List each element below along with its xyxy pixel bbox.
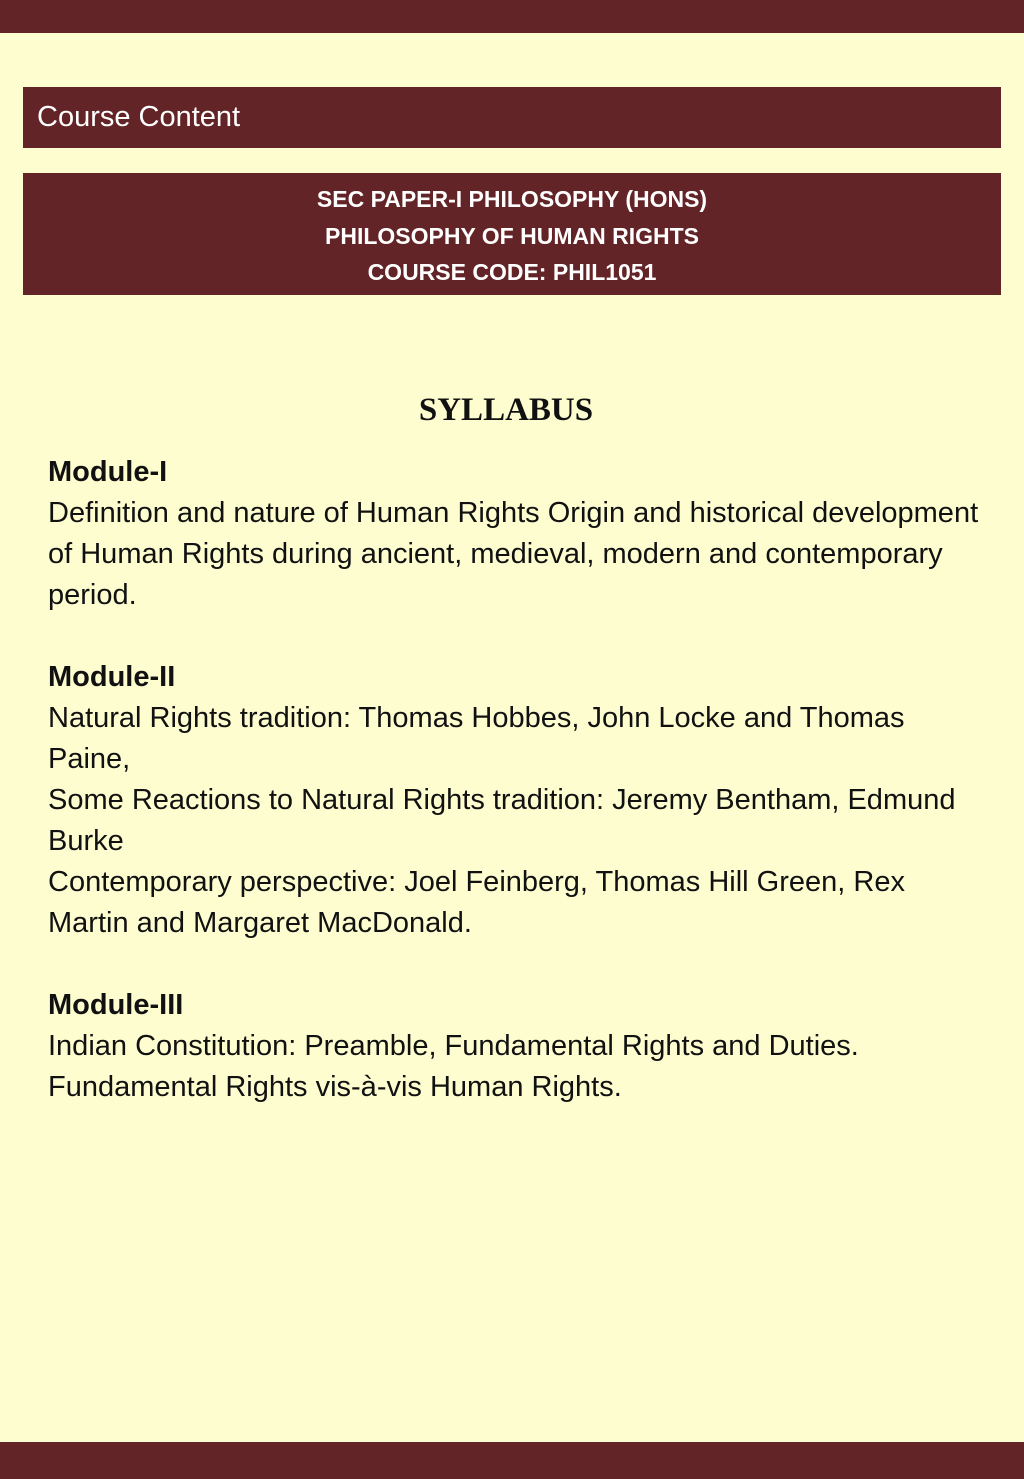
- module-title: Module-II: [48, 661, 176, 693]
- syllabus-heading: SYLLABUS: [418, 392, 594, 428]
- module-text: Indian Constitution: Preamble, Fundamental Rights and Duties.: [48, 1030, 859, 1062]
- module-text: Definition and nature of Human Rights Origin and historical development of Human Rights during ancient, medieval, modern and contemporary period.: [48, 497, 979, 611]
- module-text: Natural Rights tradition: Thomas Hobbes, John Locke and Thomas Paine,: [48, 702, 905, 775]
- module-text: Fundamental Rights vis-à-vis Human Rights.: [48, 1071, 622, 1103]
- module-1: [48, 452, 988, 616]
- course-title-box: [23, 173, 1001, 295]
- section-header: [23, 87, 1001, 148]
- module-text: Contemporary perspective: Joel Feinberg, Thomas Hill Green, Rex Martin and Margaret MacDonald.: [48, 866, 905, 939]
- module-3: [48, 985, 988, 1108]
- module-title: Module-I: [48, 456, 168, 488]
- section-header-label: Course Content: [37, 101, 241, 133]
- course-paper: SEC PAPER-I PHILOSOPHY (HONS): [316, 186, 708, 212]
- module-title: Module-III: [48, 989, 184, 1021]
- module-text: Some Reactions to Natural Rights tradition: Jeremy Bentham, Edmund Burke: [48, 784, 956, 857]
- module-2: [48, 657, 988, 944]
- bottom-decorative-bar: [0, 1442, 1024, 1479]
- course-code: COURSE CODE: PHIL1051: [367, 259, 657, 285]
- top-decorative-bar: [0, 0, 1024, 33]
- syllabus-content: [48, 452, 988, 1149]
- course-title: PHILOSOPHY OF HUMAN RIGHTS: [325, 222, 699, 249]
